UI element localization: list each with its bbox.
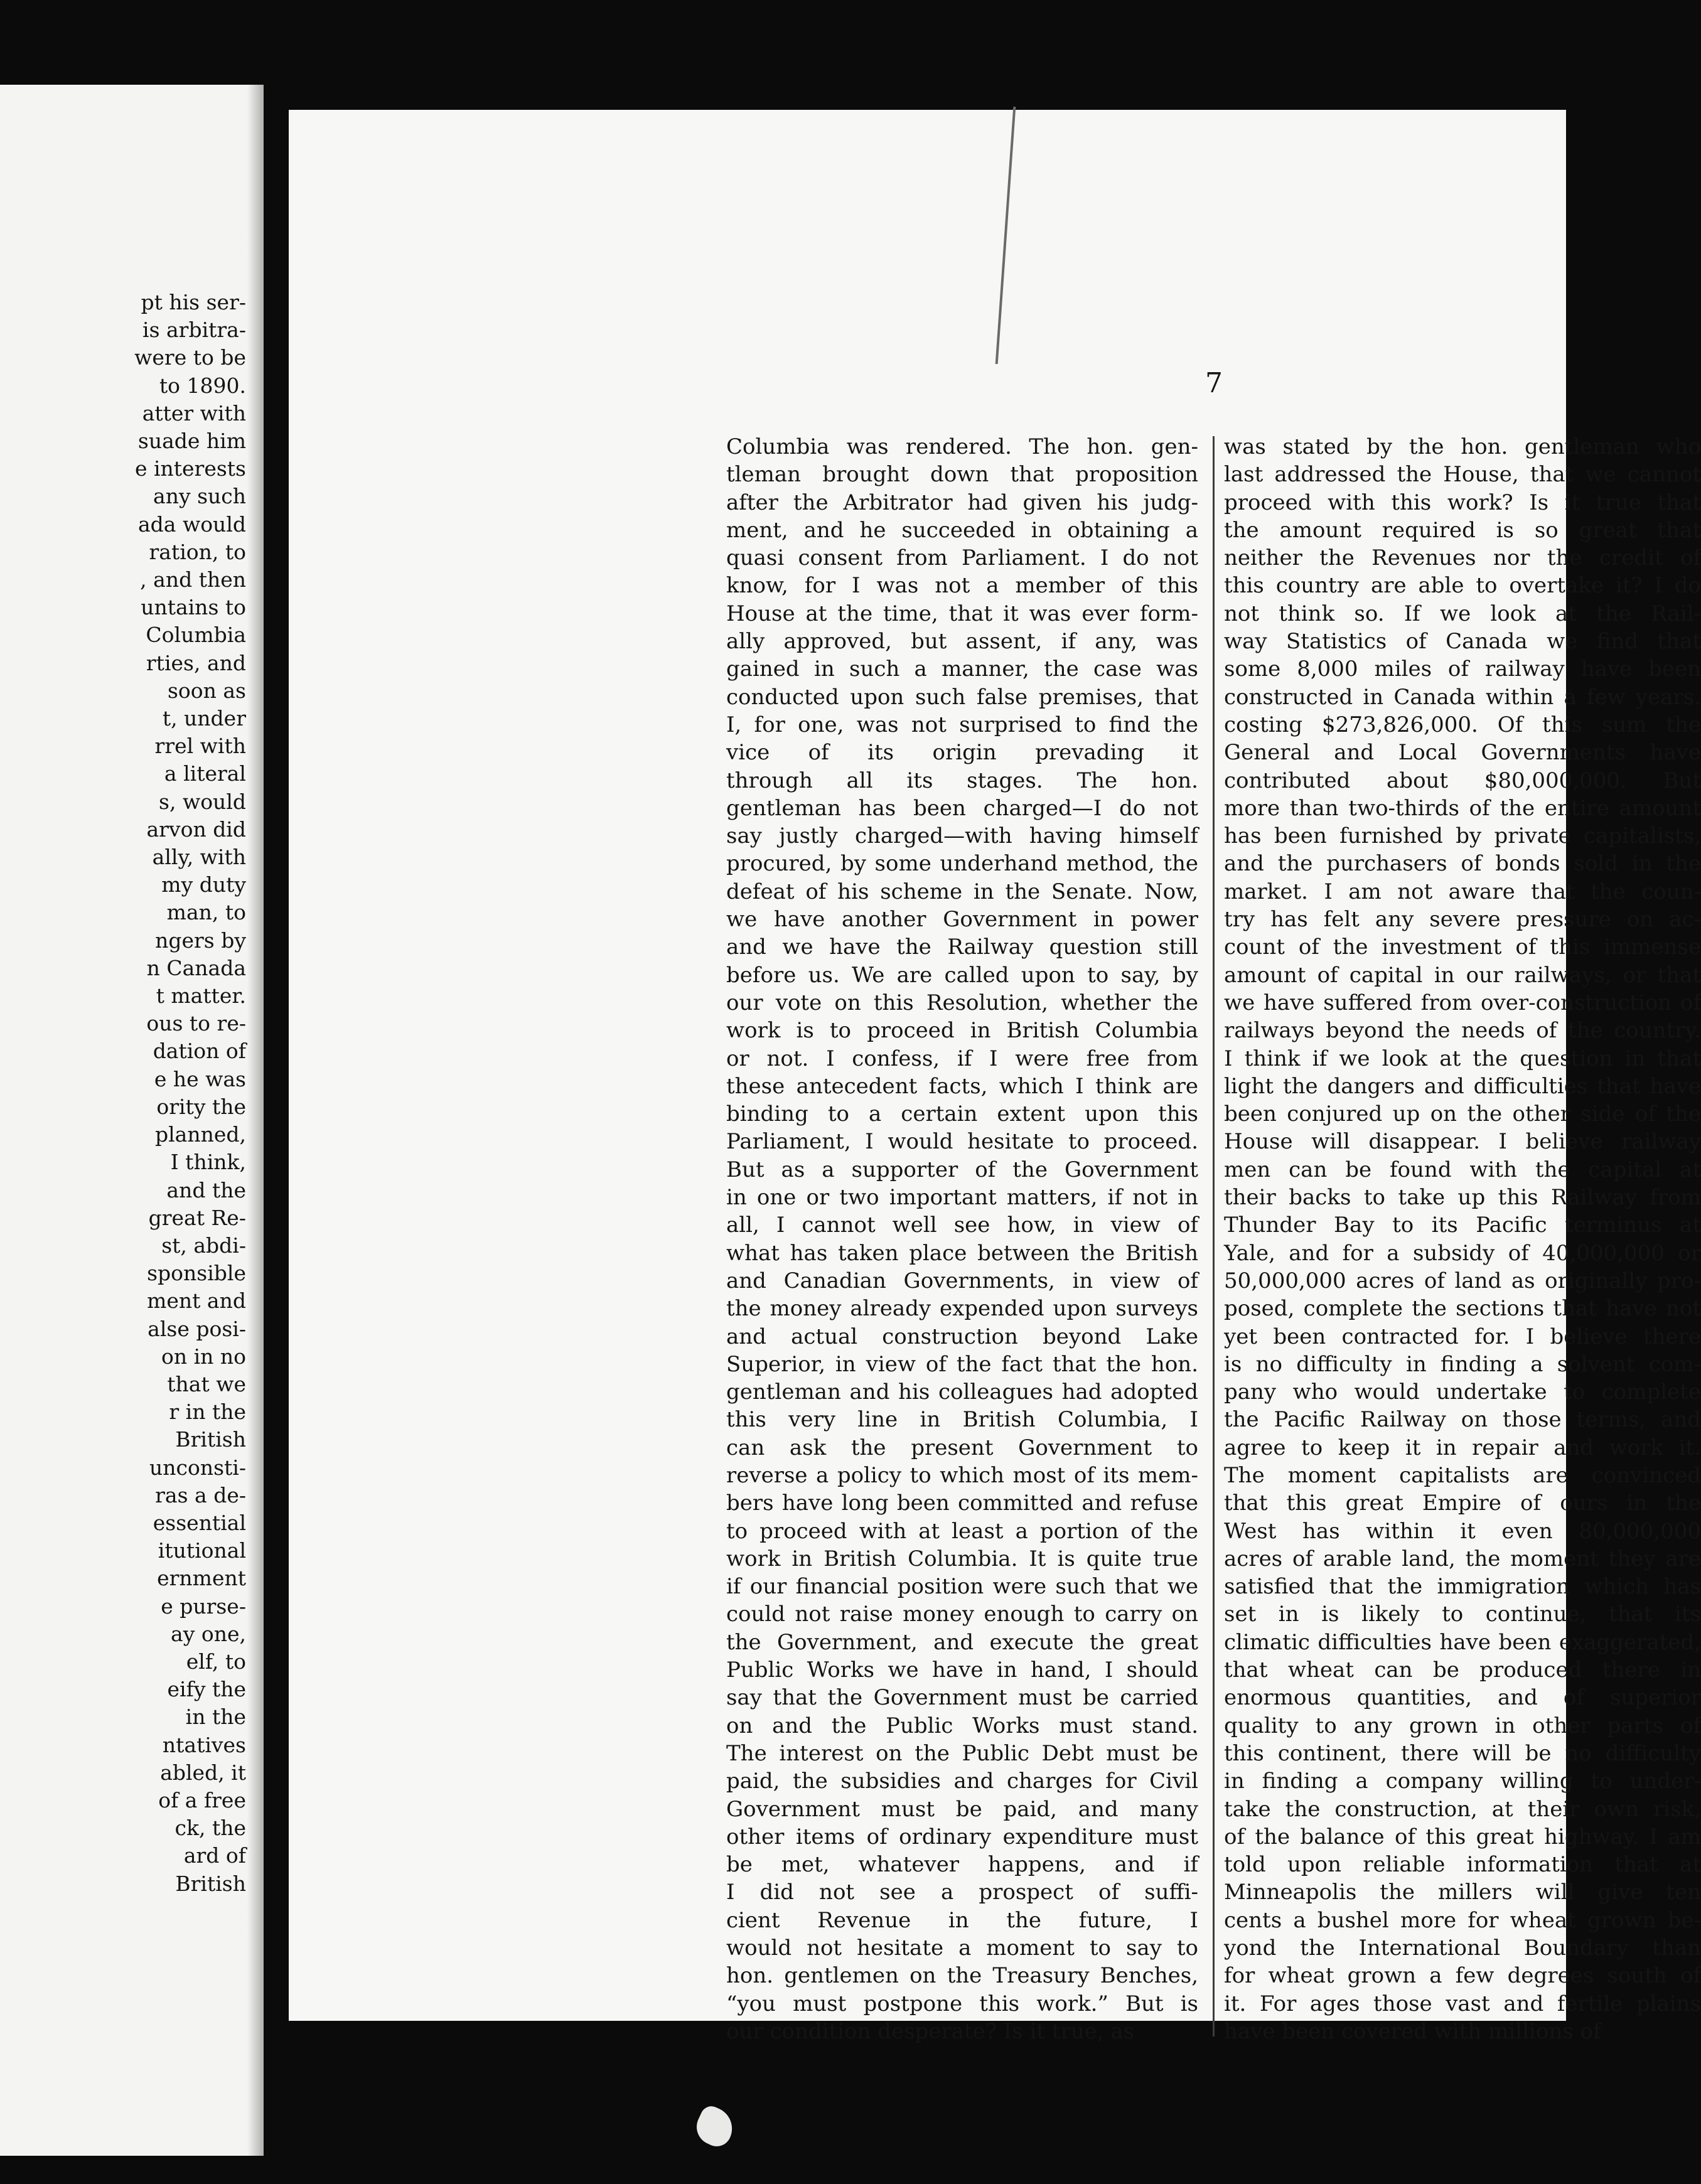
text-line: yet been contracted for. I believe there bbox=[1224, 1324, 1701, 1349]
previous-page-column bbox=[8, 289, 246, 1898]
text-line: what has taken place between the British bbox=[726, 1240, 1198, 1266]
text-line: way Statistics of Canada we find that bbox=[1224, 629, 1701, 655]
text-line: Minneapolis the millers will give ten bbox=[1224, 1880, 1701, 1905]
text-line: our vote on this Resolution, whether the bbox=[726, 990, 1198, 1015]
text-line: and the purchasers of bonds sold in the bbox=[1224, 851, 1701, 877]
text-line: posed, complete the sections that have not bbox=[1224, 1296, 1701, 1322]
previous-page-line: ous to re- bbox=[146, 1011, 246, 1036]
text-line: in finding a company willing to under- bbox=[1224, 1769, 1701, 1794]
text-line: House at the time, that it was ever form- bbox=[726, 601, 1198, 626]
text-line: gentleman has been charged—I do not bbox=[726, 795, 1198, 821]
text-line: vice of its origin prevading it bbox=[726, 740, 1198, 766]
previous-page-line: ration, to bbox=[149, 539, 246, 564]
text-line: that this great Empire of ours in the bbox=[1224, 1491, 1701, 1516]
previous-page-line: s, would bbox=[159, 789, 246, 814]
text-line: would not hesitate a moment to say to bbox=[726, 1935, 1198, 1961]
text-line: bers have long been committed and refuse bbox=[726, 1491, 1198, 1516]
text-line: try has felt any severe pressure on ac- bbox=[1224, 907, 1701, 933]
scanned-page bbox=[289, 110, 1701, 2044]
previous-page-line: I think, bbox=[170, 1150, 246, 1175]
text-line: not think so. If we look at the Rail- bbox=[1224, 601, 1701, 626]
text-line: 50,000,000 acres of land as originally pro- bbox=[1224, 1268, 1701, 1293]
text-line: was stated by the hon. gentleman who bbox=[1224, 434, 1701, 459]
text-line: and we have the Railway question still bbox=[726, 934, 1198, 960]
text-line: Parliament, I would hesitate to proceed. bbox=[726, 1129, 1198, 1155]
text-line: their backs to take up this Railway from bbox=[1224, 1185, 1701, 1211]
text-line: know, for I was not a member of this bbox=[726, 573, 1198, 599]
previous-page-line: British bbox=[175, 1427, 246, 1452]
previous-page-fragment bbox=[0, 85, 264, 2156]
scan-smudge bbox=[690, 2102, 739, 2151]
text-line: is no difficulty in finding a solvent com- bbox=[1224, 1351, 1701, 1377]
previous-page-line: ally, with bbox=[152, 845, 246, 870]
text-line: and Canadian Governments, in view of bbox=[726, 1268, 1198, 1293]
text-line: The interest on the Public Debt must be bbox=[726, 1740, 1198, 1766]
text-line: for wheat grown a few degrees south of bbox=[1224, 1963, 1701, 1989]
text-line: told upon reliable information that at bbox=[1224, 1852, 1701, 1878]
previous-page-line: ntatives bbox=[162, 1732, 246, 1757]
text-line: work in British Columbia. It is quite true bbox=[726, 1546, 1198, 1571]
text-line: The moment capitalists are convinced bbox=[1224, 1462, 1701, 1488]
text-line: I, for one, was not surprised to find the bbox=[726, 712, 1198, 737]
text-line: But as a supporter of the Government bbox=[726, 1157, 1198, 1182]
text-line: the amount required is so great that bbox=[1224, 517, 1701, 543]
previous-page-line: ority the bbox=[156, 1094, 246, 1119]
previous-page-line: arvon did bbox=[146, 816, 246, 842]
text-line: gained in such a manner, the case was bbox=[726, 656, 1198, 682]
text-line: tleman brought down that proposition bbox=[726, 462, 1198, 488]
text-line: reverse a policy to which most of its mem- bbox=[726, 1462, 1198, 1488]
text-line: cient Revenue in the future, I bbox=[726, 1907, 1198, 1933]
text-line: procured, by some underhand method, the bbox=[726, 851, 1198, 877]
text-line: can ask the present Government to bbox=[726, 1435, 1198, 1460]
text-line: amount of capital in our railways, or that bbox=[1224, 962, 1701, 988]
text-line: ment, and he succeeded in obtaining a bbox=[726, 517, 1198, 543]
text-line: and actual construction beyond Lake bbox=[726, 1324, 1198, 1349]
previous-page-line: soon as bbox=[167, 678, 246, 703]
text-line: before us. We are called upon to say, by bbox=[726, 962, 1198, 988]
previous-page-line: and the bbox=[166, 1177, 246, 1202]
text-line: of the balance of this great highway. I am bbox=[1224, 1824, 1701, 1849]
text-line: satisfied that the immigration which has bbox=[1224, 1574, 1701, 1600]
text-line: more than two-thirds of the entire amount bbox=[1224, 795, 1701, 821]
previous-page-line: rties, and bbox=[146, 650, 246, 675]
previous-page-line: planned, bbox=[154, 1122, 246, 1147]
text-line: yond the International Boundary than bbox=[1224, 1935, 1701, 1961]
previous-page-line: sponsible bbox=[147, 1261, 246, 1286]
text-line: conducted upon such false premises, that bbox=[726, 684, 1198, 710]
previous-page-line: in the bbox=[185, 1705, 246, 1730]
previous-page-line: ard of bbox=[183, 1843, 246, 1868]
page-tear bbox=[995, 107, 1054, 364]
text-line: the money already expended upon surveys bbox=[726, 1296, 1198, 1322]
text-line: take the construction, at their own risk, bbox=[1224, 1796, 1701, 1822]
previous-page-line: n Canada bbox=[146, 955, 246, 980]
previous-page-line: e he was bbox=[154, 1066, 246, 1091]
text-line: acres of arable land, the moment they are bbox=[1224, 1546, 1701, 1571]
right-column bbox=[1224, 433, 1701, 2045]
text-line: if our financial position were such that we bbox=[726, 1574, 1198, 1600]
text-line: all, I cannot well see how, in view of bbox=[726, 1212, 1198, 1238]
text-line: market. I am not aware that the coun- bbox=[1224, 879, 1701, 904]
text-line: the Government, and execute the great bbox=[726, 1629, 1198, 1655]
text-line: Thunder Bay to its Pacific terminus at bbox=[1224, 1212, 1701, 1238]
text-line: Superior, in view of the fact that the hon. bbox=[726, 1351, 1198, 1377]
text-line: in one or two important matters, if not in bbox=[726, 1185, 1198, 1211]
text-line: neither the Revenues nor the credit of bbox=[1224, 545, 1701, 571]
previous-page-line: ay one, bbox=[171, 1621, 246, 1646]
text-line: quasi consent from Parliament. I do not bbox=[726, 545, 1198, 571]
text-line: Public Works we have in hand, I should bbox=[726, 1657, 1198, 1683]
previous-page-line: e purse- bbox=[161, 1593, 246, 1619]
previous-page-line: dation of bbox=[153, 1039, 246, 1064]
text-line: this very line in British Columbia, I bbox=[726, 1407, 1198, 1433]
text-line: enormous quantities, and of superior bbox=[1224, 1685, 1701, 1711]
previous-page-line: a literal bbox=[164, 761, 246, 786]
text-line: we have another Government in power bbox=[726, 907, 1198, 933]
text-line: binding to a certain extent upon this bbox=[726, 1101, 1198, 1127]
previous-page-line: were to be bbox=[134, 345, 246, 370]
text-line: General and Local Governments have bbox=[1224, 740, 1701, 766]
text-line: the Pacific Railway on those terms, and bbox=[1224, 1407, 1701, 1433]
previous-page-line: st, abdi- bbox=[161, 1233, 246, 1258]
text-line: hon. gentlemen on the Treasury Benches, bbox=[726, 1963, 1198, 1989]
text-line: have been covered with millions of bbox=[1224, 2018, 1601, 2044]
text-line: cents a bushel more for wheat grown be- bbox=[1224, 1907, 1701, 1933]
text-line: other items of ordinary expenditure must bbox=[726, 1824, 1198, 1849]
text-line: some 8,000 miles of railway have been bbox=[1224, 656, 1701, 682]
previous-page-line: eify the bbox=[167, 1677, 246, 1702]
text-line: West has within it even 80,000,000 bbox=[1224, 1518, 1701, 1544]
text-line: constructed in Canada within a few years. bbox=[1224, 684, 1701, 710]
previous-page-line: on in no bbox=[161, 1344, 246, 1369]
text-line: ally approved, but assent, if any, was bbox=[726, 629, 1198, 655]
previous-page-line: to 1890. bbox=[159, 373, 246, 398]
text-line: that wheat can be produced there in bbox=[1224, 1657, 1701, 1683]
text-line: our condition desperate? Is it true, as bbox=[726, 2018, 1135, 2044]
previous-page-line: British bbox=[175, 1871, 246, 1896]
text-line: pany who would undertake to complete bbox=[1224, 1379, 1701, 1405]
text-line: on and the Public Works must stand. bbox=[726, 1713, 1198, 1738]
previous-page-line: of a free bbox=[158, 1787, 246, 1812]
previous-page-line: ernment bbox=[157, 1566, 246, 1591]
text-line: we have suffered from over-construction of bbox=[1224, 990, 1701, 1015]
text-line: agree to keep it in repair and work it. bbox=[1224, 1435, 1701, 1460]
previous-page-line: elf, to bbox=[186, 1649, 246, 1674]
previous-page-line: rrel with bbox=[154, 734, 246, 759]
text-line: defeat of his scheme in the Senate. Now, bbox=[726, 879, 1198, 904]
text-line: this country are able to overtake it? I do bbox=[1224, 573, 1701, 599]
page-number: 7 bbox=[1205, 367, 1223, 399]
text-line: to proceed with at least a portion of the bbox=[726, 1518, 1198, 1544]
previous-page-line: suade him bbox=[137, 429, 246, 454]
previous-page-line: is arbitra- bbox=[142, 318, 246, 343]
text-line: costing $273,826,000. Of this sum the bbox=[1224, 712, 1701, 737]
previous-page-line: unconsti- bbox=[149, 1455, 246, 1480]
text-line: or not. I confess, if I were free from bbox=[726, 1046, 1198, 1071]
previous-page-line: ment and bbox=[147, 1288, 246, 1314]
previous-page-line: that we bbox=[167, 1371, 246, 1396]
text-line: gentleman and his colleagues had adopted bbox=[726, 1379, 1198, 1405]
text-line: count of the investment of this immense bbox=[1224, 934, 1701, 960]
text-line: last addressed the House, that we cannot bbox=[1224, 462, 1701, 488]
previous-page-line: my duty bbox=[161, 872, 246, 897]
text-line: has been furnished by private capitalists, bbox=[1224, 823, 1701, 849]
previous-page-line: any such bbox=[153, 484, 246, 509]
previous-page-line: ngers by bbox=[155, 928, 246, 953]
text-line: House will disappear. I believe railway bbox=[1224, 1129, 1701, 1155]
text-line: it. For ages those vast and fertile plains bbox=[1224, 1991, 1701, 2016]
text-line: this continent, there will be no difficulty bbox=[1224, 1740, 1701, 1766]
text-line: be met, whatever happens, and if bbox=[726, 1852, 1198, 1878]
previous-page-line: pt his ser- bbox=[141, 290, 246, 314]
page-gutter-shadow bbox=[247, 85, 264, 2156]
previous-page-line: t matter. bbox=[156, 983, 246, 1009]
text-line: through all its stages. The hon. bbox=[726, 768, 1198, 793]
previous-page-line: abled, it bbox=[160, 1760, 246, 1785]
previous-page-line: itutional bbox=[158, 1538, 246, 1563]
previous-page-line: essential bbox=[153, 1510, 246, 1535]
previous-page-line: man, to bbox=[166, 900, 246, 925]
text-line: I think if we look at the question in that bbox=[1224, 1046, 1701, 1071]
text-line: contributed about $80,000,000. But bbox=[1224, 768, 1701, 793]
text-line: light the dangers and difficulties that have bbox=[1224, 1073, 1701, 1099]
previous-page-line: atter with bbox=[142, 400, 246, 426]
text-line: say justly charged—with having himself bbox=[726, 823, 1198, 849]
previous-page-line: untains to bbox=[141, 595, 246, 620]
previous-page-line: ck, the bbox=[174, 1816, 246, 1841]
previous-page-line: great Re- bbox=[148, 1205, 246, 1230]
previous-page-line: ras a de- bbox=[155, 1482, 246, 1507]
previous-page-line: alse posi- bbox=[148, 1316, 246, 1341]
text-line: paid, the subsidies and charges for Civil bbox=[726, 1769, 1198, 1794]
previous-page-line: t, under bbox=[162, 706, 246, 731]
text-line: men can be found with the capital at bbox=[1224, 1157, 1701, 1182]
previous-page-line: e interests bbox=[134, 456, 246, 481]
text-line: Yale, and for a subsidy of 40,000,000 or bbox=[1224, 1240, 1701, 1266]
text-line: set in is likely to continue, that its bbox=[1224, 1602, 1701, 1627]
left-column bbox=[726, 433, 1198, 2045]
text-line: proceed with this work? Is it true that bbox=[1224, 490, 1701, 515]
text-line: climatic difficulties have been exaggerated, bbox=[1224, 1629, 1701, 1655]
text-line: Government must be paid, and many bbox=[726, 1796, 1198, 1822]
text-line: could not raise money enough to carry on bbox=[726, 1602, 1198, 1627]
text-line: quality to any grown in other parts of bbox=[1224, 1713, 1701, 1738]
previous-page-line: r in the bbox=[169, 1400, 246, 1425]
text-line: been conjured up on the other side of the bbox=[1224, 1101, 1701, 1127]
previous-page-line: Columbia bbox=[146, 623, 246, 648]
text-line: railways beyond the needs of the country. bbox=[1224, 1018, 1701, 1044]
previous-page-line: , and then bbox=[140, 567, 246, 592]
previous-page-line: ada would bbox=[137, 511, 246, 537]
column-divider bbox=[1213, 436, 1215, 2037]
text-line: Columbia was rendered. The hon. gen- bbox=[726, 434, 1198, 459]
text-line: “you must postpone this work.” But is bbox=[726, 1991, 1198, 2016]
text-line: these antecedent facts, which I think are bbox=[726, 1073, 1198, 1099]
text-line: work is to proceed in British Columbia bbox=[726, 1018, 1198, 1044]
text-line: I did not see a prospect of suffi- bbox=[726, 1880, 1198, 1905]
text-line: after the Arbitrator had given his judg- bbox=[726, 490, 1198, 515]
text-line: say that the Government must be carried bbox=[726, 1685, 1198, 1711]
